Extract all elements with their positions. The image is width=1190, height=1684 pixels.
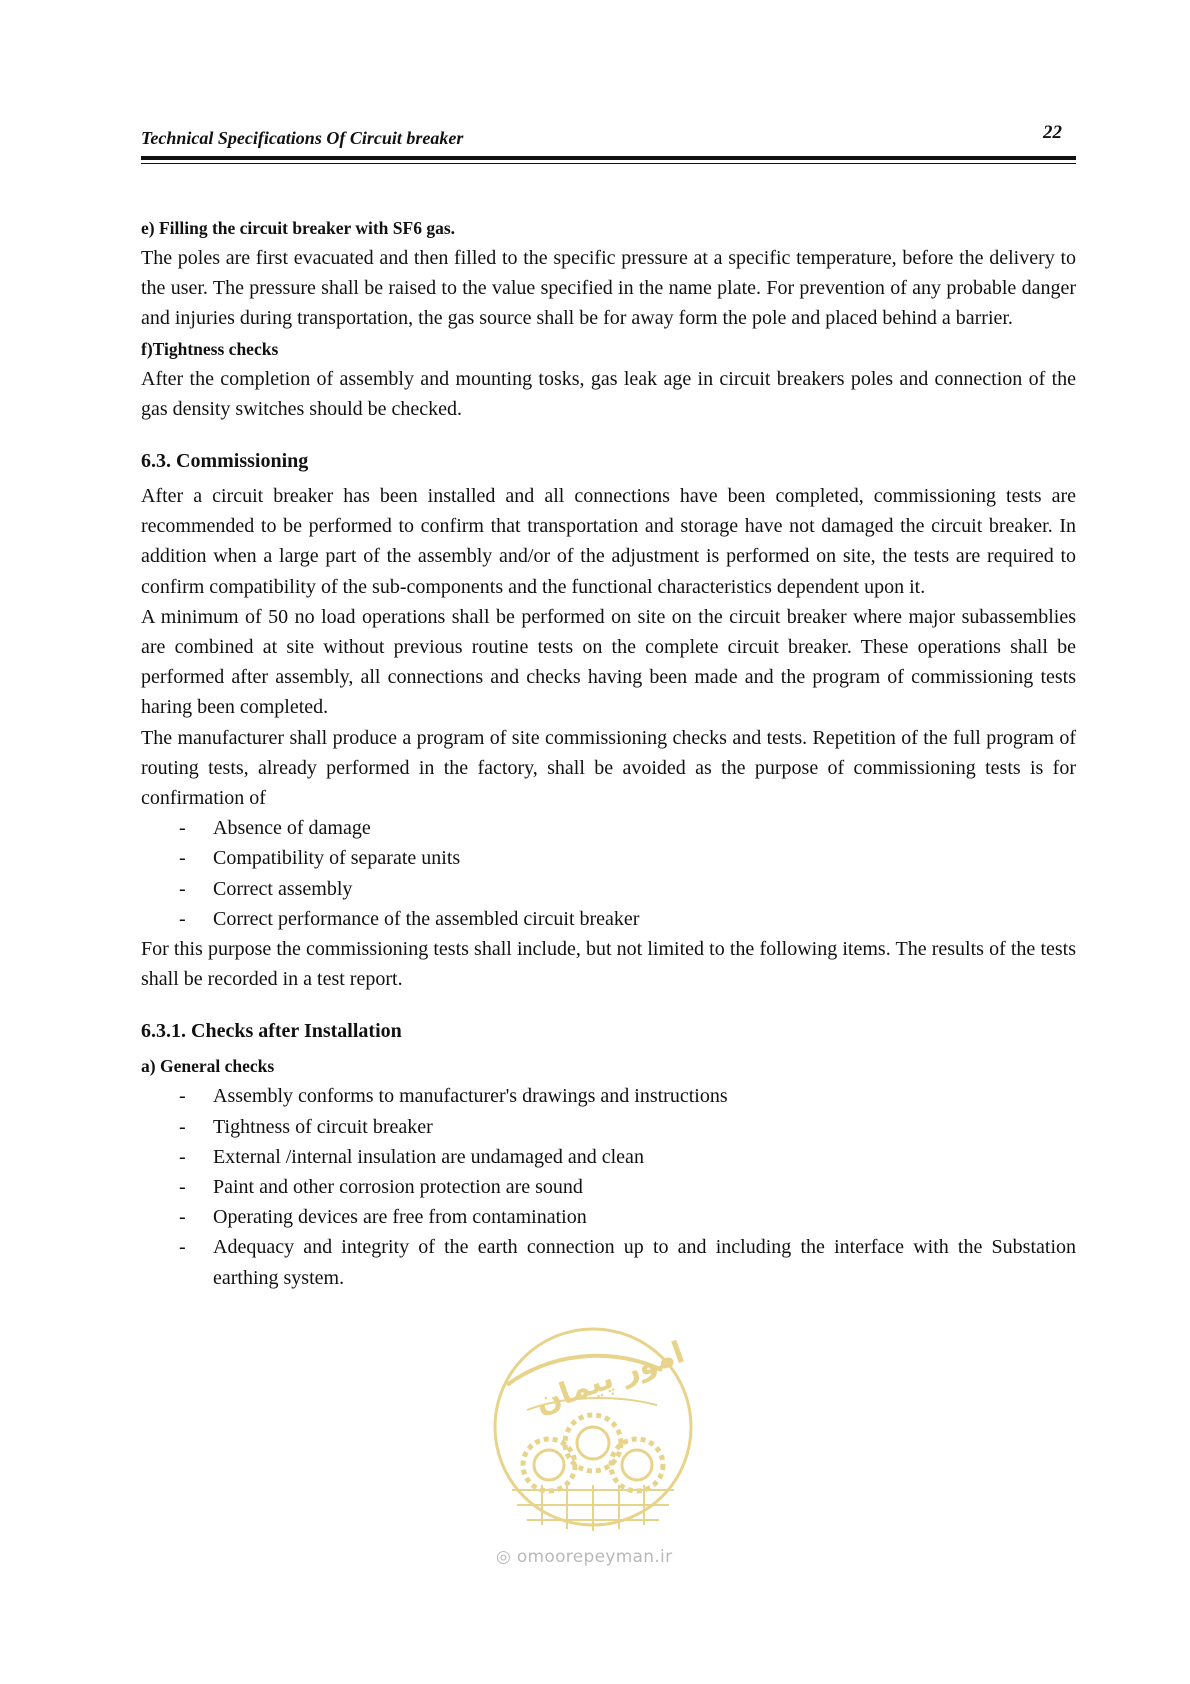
list-item-text: Absence of damage — [213, 817, 371, 840]
list-item — [141, 843, 1076, 873]
list-item-text: Assembly conforms to manufacturer's drawings and instructions — [213, 1085, 728, 1108]
list-item — [141, 874, 1076, 904]
list-item — [141, 1112, 1076, 1142]
list-item — [141, 1172, 1076, 1202]
commissioning-paragraph-2: A minimum of 50 no load operations shall be performed on site on the circuit breaker where major subassemblies are combined at site without previous routine tests on the complete circuit breaker. These operations shall be performed after assembly, all connections and checks having been made and the program of commissioning tests haring been completed. — [141, 605, 1076, 719]
header-title: Technical Specifications Of Circuit breaker — [141, 128, 464, 148]
list-item — [141, 1232, 1076, 1292]
page-header — [141, 118, 1076, 168]
section-e-heading: e) Filling the circuit breaker with SF6 gas. — [141, 218, 456, 238]
header-rule-thick — [141, 156, 1076, 160]
watermark-url: ◎ omoorepeyman.ir — [496, 1547, 673, 1567]
section-f-paragraph: After the completion of assembly and mounting tosks, gas leak age in circuit breakers poles and connection of the gas density switches should be checked. — [141, 367, 1076, 420]
commissioning-paragraph-1: After a circuit breaker has been installed and all connections have been completed, commissioning tests are recommended to be performed to confirm that transportation and storage have not damaged the circuit breaker. In addition when a large part of the assembly and/or of the adjustment is performed on site, the tests are required to confirm compatibility of the sub-components and the functional characteristics dependent upon it. — [141, 485, 1076, 598]
watermark-logo-text: امور پیمان — [530, 1334, 689, 1422]
list-item-text: Correct assembly — [213, 877, 353, 900]
section-f-heading: f)Tightness checks — [141, 338, 279, 359]
list-item-text: Operating devices are free from contamination — [213, 1206, 587, 1229]
bullet-dash: - — [179, 1176, 186, 1199]
page-body — [141, 213, 1076, 1293]
bullet-dash: - — [179, 877, 186, 900]
general-checks-list — [141, 1081, 1076, 1292]
list-item-text: Adequacy and integrity of the earth connection up to and including the interface with the Substation earthing system. — [213, 1236, 1076, 1289]
section-e-paragraph: The poles are first evacuated and then filled to the specific pressure at a specific temperature, before the delivery to the user. The pressure shall be raised to the value specified in the name plate. For prevention of any probable danger and injuries during transportation, the gas source shall be for away form the pole and placed behind a barrier. — [141, 247, 1076, 330]
page-number: 22 — [1043, 122, 1062, 143]
bullet-dash: - — [179, 817, 186, 840]
list-item-text: Compatibility of separate units — [213, 847, 461, 870]
bullet-dash: - — [179, 1115, 186, 1138]
list-item-text: Tightness of circuit breaker — [213, 1115, 433, 1138]
list-item — [141, 904, 1076, 934]
commissioning-closing: For this purpose the commissioning tests shall include, but not limited to the following items. The results of the tests shall be recorded in a test report. — [141, 938, 1076, 991]
list-item-text: External /internal insulation are undamaged and clean — [213, 1145, 644, 1168]
list-item — [141, 1081, 1076, 1111]
list-item — [141, 813, 1076, 843]
bullet-dash: - — [179, 1145, 186, 1168]
list-item-text: Paint and other corrosion protection are sound — [213, 1176, 583, 1199]
bullet-dash: - — [179, 1085, 186, 1108]
general-checks-heading: a) General checks — [141, 1056, 275, 1077]
bullet-dash: - — [179, 907, 186, 930]
bullet-dash: - — [179, 1206, 186, 1229]
list-item — [141, 1202, 1076, 1232]
bullet-dash: - — [179, 1236, 186, 1259]
commissioning-list — [141, 813, 1076, 934]
list-item — [141, 1142, 1076, 1172]
bullet-dash: - — [179, 847, 186, 870]
watermark-logo-icon — [487, 1315, 699, 1551]
header-rule-thin — [141, 163, 1076, 164]
checks-heading: 6.3.1. Checks after Installation — [141, 1020, 402, 1043]
list-item-text: Correct performance of the assembled circuit breaker — [213, 907, 640, 930]
commissioning-paragraph-3: The manufacturer shall produce a program of site commissioning checks and tests. Repetition of the full program of routing tests, already performed in the factory, shall be avoided as the purpose of commissioning tests is for confirmation of — [141, 726, 1076, 810]
commissioning-heading: 6.3. Commissioning — [141, 450, 309, 473]
watermark-url-text: omoorepeyman.ir — [516, 1547, 673, 1567]
